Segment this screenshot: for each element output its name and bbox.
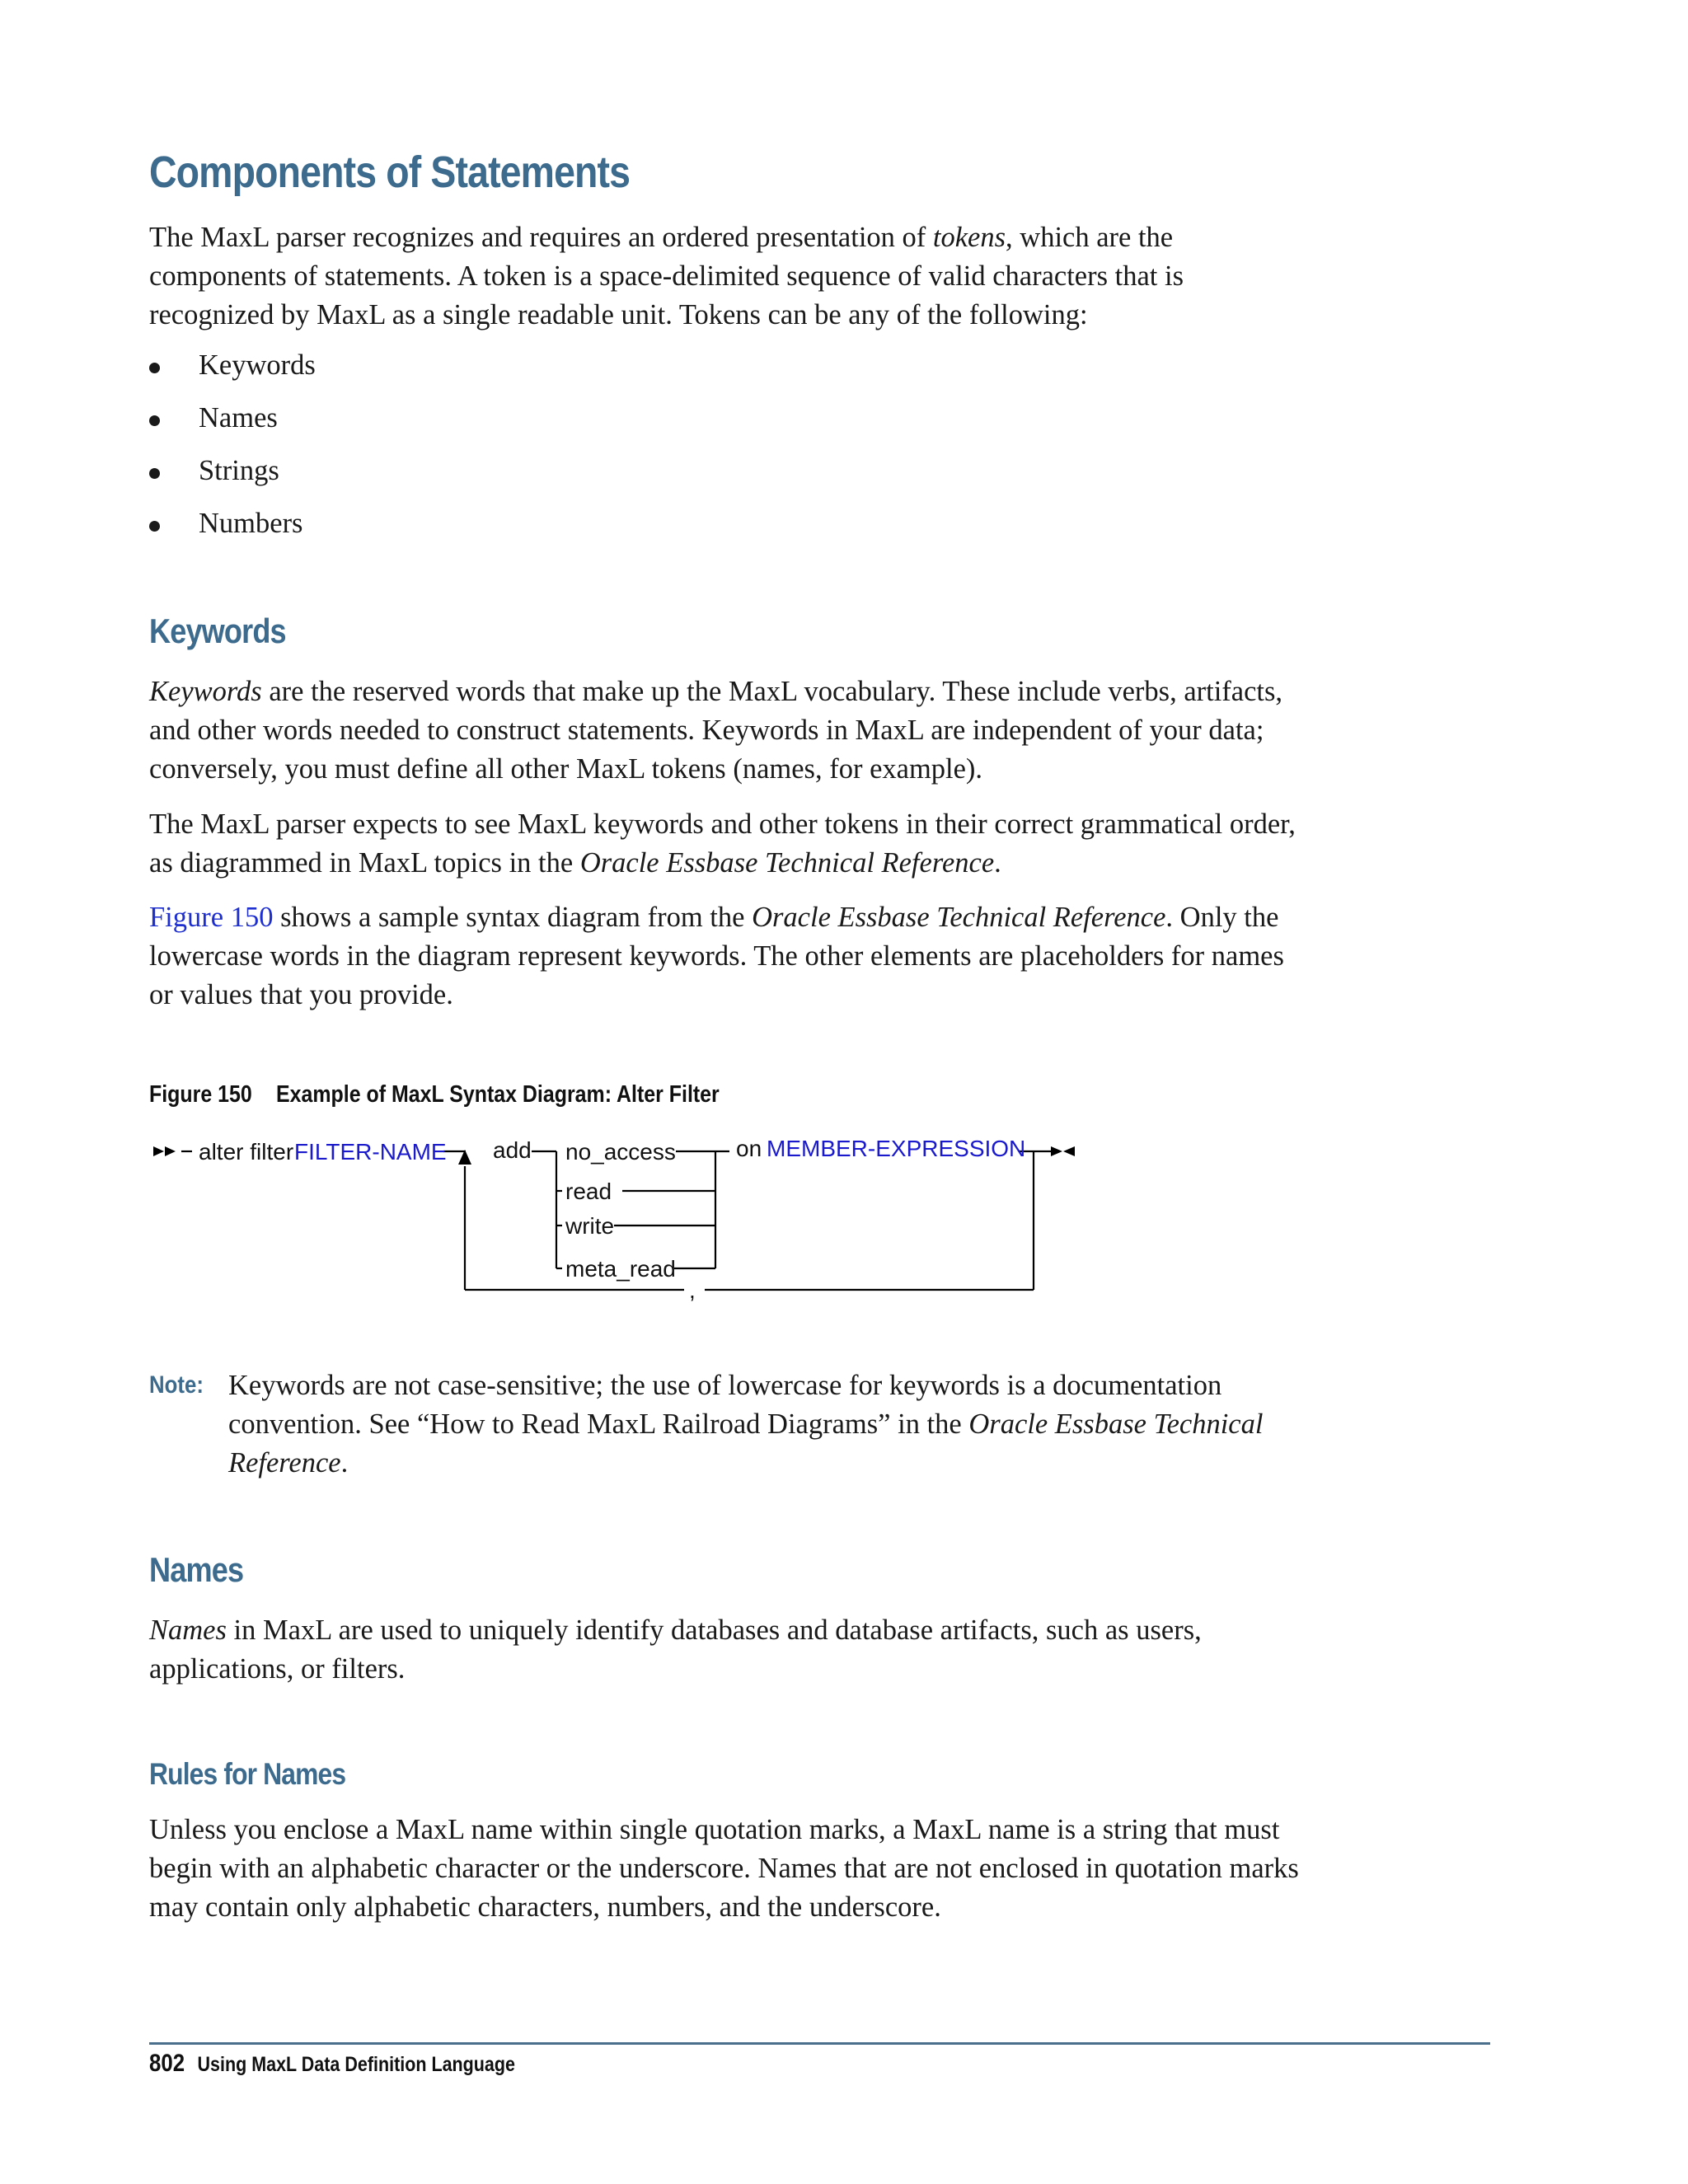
option-read: read	[565, 1179, 612, 1204]
note-label: Note:	[149, 1371, 204, 1399]
list-item: Numbers	[149, 504, 316, 557]
footer-divider	[149, 2042, 1490, 2045]
list-item: Strings	[149, 452, 316, 504]
figure-caption	[149, 1081, 720, 1108]
keywords-heading: Keywords	[149, 612, 286, 650]
bullet-icon	[149, 415, 160, 426]
note-text: Keywords are not case-sensitive; the use of lowercase for keywords is a documentation convention. See “How to Read MaxL Railroad Diagrams” in the Oracle Essbase Technical Reference.	[228, 1370, 1264, 1479]
separator-comma: ,	[689, 1277, 696, 1303]
start-arrow-icon	[165, 1146, 176, 1156]
keyword-alter-filter: alter filter	[199, 1139, 294, 1165]
bullet-icon	[149, 468, 160, 479]
end-arrow-icon	[1051, 1146, 1062, 1156]
keyword-on: on	[736, 1136, 762, 1161]
keyword-add: add	[493, 1137, 532, 1163]
figure-number: Figure 150	[149, 1081, 252, 1108]
start-arrow-icon	[153, 1146, 164, 1156]
rules-heading: Rules for Names	[149, 1757, 346, 1791]
list-item: Names	[149, 399, 316, 452]
token-list	[149, 346, 316, 557]
bullet-icon	[149, 363, 160, 373]
placeholder-member-expression: MEMBER-EXPRESSION	[767, 1136, 1026, 1161]
bullet-icon	[149, 521, 160, 532]
rules-paragraph: Unless you enclose a MaxL name within single quotation marks, a MaxL name is a string that must begin with an alphabetic character or the underscore. Names that are not enclosed in quotation marks may contain only alphabetic characters, numbers, and the underscore.	[149, 1814, 1299, 1923]
figure-link[interactable]: Figure 150	[149, 902, 274, 933]
names-paragraph: Names in MaxL are used to uniquely identify databases and database artifacts, such as users, applications, or filters.	[149, 1615, 1202, 1685]
option-write: write	[565, 1213, 615, 1239]
keywords-paragraph-2: The MaxL parser expects to see MaxL keywords and other tokens in their correct grammatical order, as diagrammed in MaxL topics in the Oracle Essbase Technical Reference.	[149, 808, 1296, 879]
syntax-diagram	[148, 1125, 1104, 1315]
keywords-paragraph-1: Keywords are the reserved words that make up the MaxL vocabulary. These include verbs, artifacts, and other words needed to construct statements. Keywords in MaxL are independent of your data; conversely, you must define all other MaxL tokens (names, for example).	[149, 676, 1283, 785]
placeholder-filter-name: FILTER-NAME	[294, 1139, 447, 1165]
option-no-access: no_access	[565, 1139, 676, 1165]
list-item: Keywords	[149, 346, 316, 399]
option-meta-read: meta_read	[565, 1256, 676, 1282]
figure-title: Example of MaxL Syntax Diagram: Alter Filter	[275, 1081, 720, 1108]
end-arrow-icon	[1063, 1146, 1075, 1156]
page-footer	[149, 2050, 515, 2078]
keywords-paragraph-3: Figure 150 shows a sample syntax diagram from the Oracle Essbase Technical Reference. Only the lowercase words in the diagram represent keywords. The other elements are placeholders for names or values that you provide.	[149, 902, 1284, 1010]
names-heading: Names	[149, 1550, 244, 1589]
page-title: Components of Statements	[149, 148, 631, 197]
footer-title: Using MaxL Data Definition Language	[197, 2053, 515, 2076]
intro-paragraph: The MaxL parser recognizes and requires an ordered presentation of tokens, which are the components of statements. A token is a space-delimited sequence of valid characters that is recognized by MaxL as a single readable unit. Tokens can be any of the following:	[149, 222, 1184, 330]
page-number: 802	[149, 2050, 185, 2077]
